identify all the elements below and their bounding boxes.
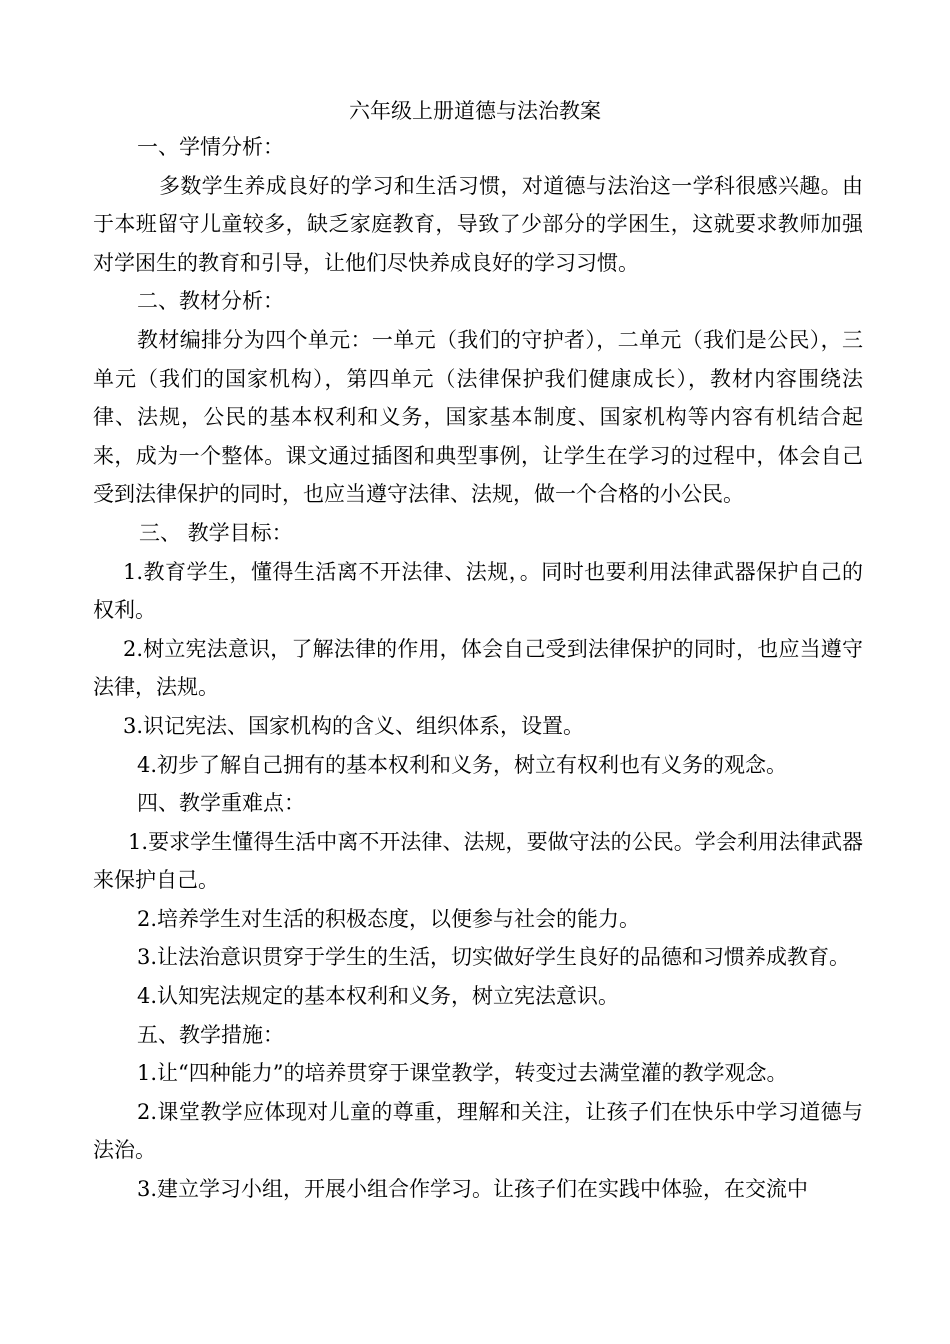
section-heading-teaching-measures: 五、教学措施： <box>137 1022 284 1047</box>
section-heading-teaching-goals: 三、 教学目标： <box>139 520 293 545</box>
teaching-goal-item: 4.初步了解自己拥有的基本权利和义务，树立有权利也有义务的观念。 <box>137 752 788 777</box>
teaching-measure-item: 1.让“四种能力”的培养贯穿于课堂教学，转变过去满堂灌的教学观念。 <box>137 1061 788 1086</box>
key-point-item: 1.要求学生懂得生活中离不开法律、法规，要做守法的公民。学会利用法律武器来保护自己。 <box>93 829 863 893</box>
key-point-item: 4.认知宪法规定的基本权利和义务，树立宪法意识。 <box>137 984 620 1009</box>
document-title: 六年级上册道德与法治教案 <box>349 99 601 123</box>
teaching-goal-item: 3.识记宪法、国家机构的含义、组织体系，设置。 <box>123 713 585 738</box>
student-analysis-paragraph: 多数学生养成良好的学习和生活习惯，对道德与法治这一学科很感兴趣。由于本班留守儿童较多，缺乏家庭教育，导致了少部分的学困生，这就要求教师加强对学困生的教育和引导，让他们尽快养成良好的学习习惯。 <box>93 173 863 275</box>
teaching-goal-item: 1.教育学生，懂得生活离不开法律、法规，。同时也要利用法律武器保护自己的权利。 <box>93 559 863 623</box>
teaching-goal-item: 2.树立宪法意识，了解法律的作用，体会自己受到法律保护的同时，也应当遵守法律，法规。 <box>93 636 863 700</box>
section-heading-textbook-analysis: 二、教材分析： <box>137 289 284 314</box>
key-point-item: 2.培养学生对生活的积极态度，以便参与社会的能力。 <box>137 906 641 931</box>
key-point-item: 3.让法治意识贯穿于学生的生活，切实做好学生良好的品德和习惯养成教育。 <box>137 945 851 970</box>
section-heading-student-analysis: 一、学情分析： <box>137 135 284 159</box>
teaching-measure-item: 2.课堂教学应体现对儿童的尊重，理解和关注，让孩子们在快乐中学习道德与法治。 <box>93 1099 863 1163</box>
teaching-measure-item: 3.建立学习小组，开展小组合作学习。让孩子们在实践中体验，在交流中 <box>137 1177 809 1202</box>
document-body <box>93 128 863 1209</box>
textbook-analysis-paragraph: 教材编排分为四个单元：一单元（我们的守护者），二单元（我们是公民），三单元（我们的国家机构），第四单元（法律保护我们健康成长），教材内容围绕法律、法规，公民的基本权利和义务，国家基本制度、国家机构等内容有机结合起来，成为一个整体。课文通过插图和典型事例，让学生在学习的过程中，体会自己受到法律保护的同时，也应当遵守法律、法规，做一个合格的小公民。 <box>93 327 863 507</box>
section-heading-key-points: 四、教学重难点： <box>137 791 305 816</box>
